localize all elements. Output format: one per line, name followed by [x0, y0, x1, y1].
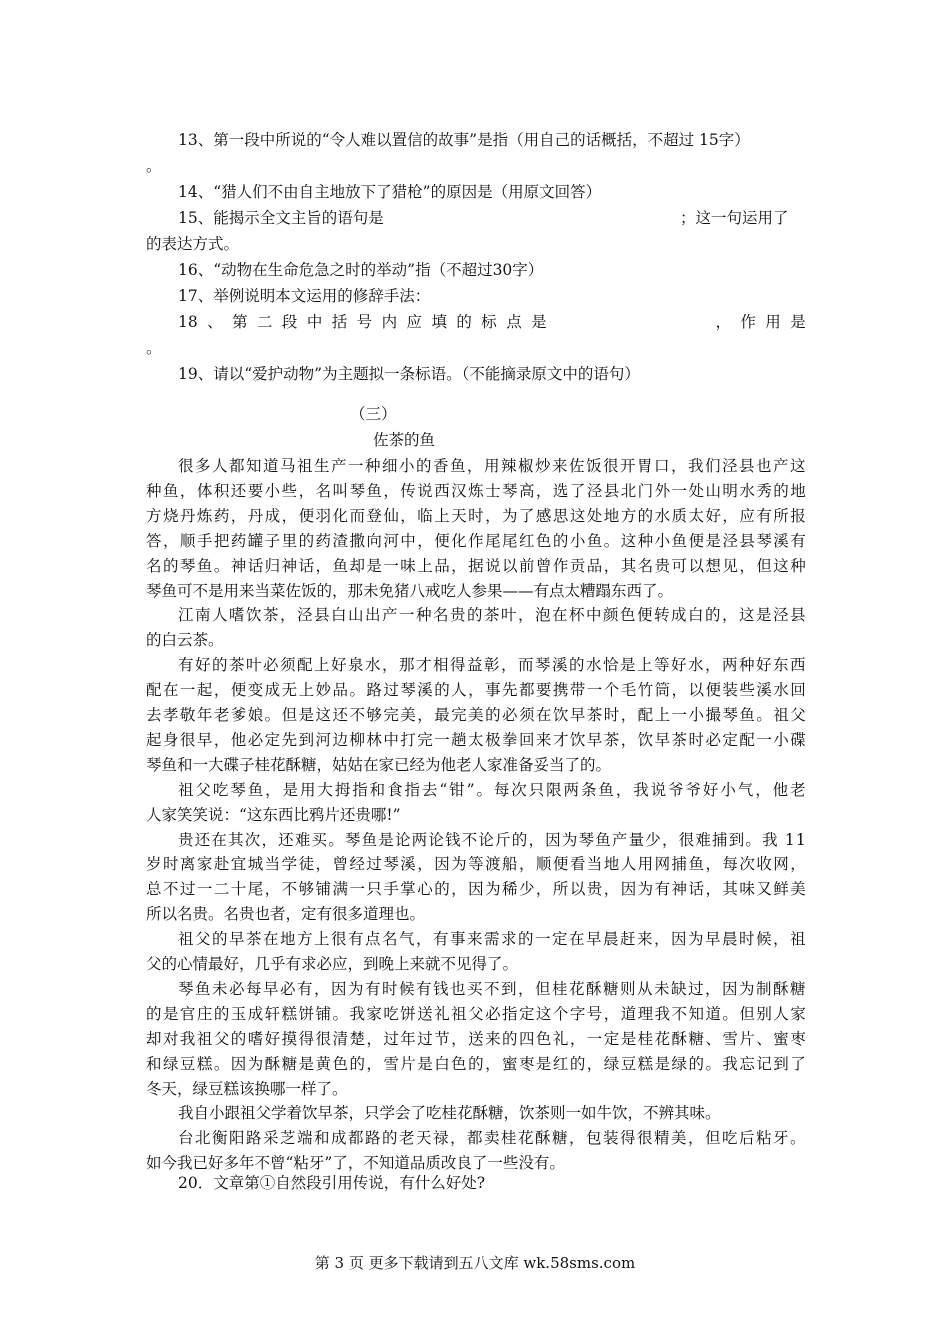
- question-18-char: 、: [207, 313, 223, 331]
- question-16: 16、“动物在生命危急之时的举动”指（不超过30字）: [178, 261, 544, 279]
- question-18-char: 段: [281, 313, 298, 331]
- article-line: 琴 鱼 未 必 每 早 必 有 ， 因 为 有 时 候 有 钱 也 买 不 到 ， 但 桂 花 酥 糖 则 从 未 缺 过 ， 因 为 制 酥 糖: [178, 979, 806, 998]
- question-15-right: ；这一句运用了: [680, 209, 789, 227]
- question-13-continuation: 。: [146, 157, 162, 175]
- question-18-char: 填: [431, 313, 447, 331]
- article-line: 如今我已好多年不曾“粘牙”了，不知道品质改良了一些没有。: [146, 1154, 565, 1173]
- article-line: 祖 父 吃 琴 鱼 ， 是 用 大 拇 指 和 食 指 去 “ 钳 ” 。 每 次 只 限 两 条 鱼 ， 我 说 爷 爷 好 小 气 ， 他 老: [178, 780, 806, 799]
- question-20: 20．文章第①自然段引用传说，有什么好处?: [178, 1174, 486, 1192]
- question-18-char: [556, 309, 706, 335]
- question-18-char: 标: [481, 313, 497, 331]
- question-18-continuation: 。: [146, 339, 162, 357]
- article-line: 和 绿 豆 糕 。 因 为 酥 糖 是 黄 色 的 ， 雪 片 是 白 色 的 ， 蜜 枣 是 红 的 ， 绿 豆 糕 是 绿 的 。 我 忘 记 到 了: [146, 1054, 806, 1073]
- question-18-char: 点: [506, 313, 522, 331]
- article-line: 琴鱼和一大碟子桂花酥糖，姑姑在家已经为他老人家准备妥当了的。: [146, 755, 612, 774]
- article-line: 所以名贵。名贵也者，定有很多道理也。: [146, 905, 426, 924]
- article-line: 种 鱼 ， 体 积 还 要 小 些 ， 名 叫 琴 鱼 ， 传 说 西 汉 炼 士 琴 高 ， 选 了 泾 县 北 门 外 一 处 山 明 水 秀 的 地: [146, 481, 806, 500]
- article-line: 很 多 人 都 知 道 马 祖 生 产 一 种 细 小 的 香 鱼 ， 用 辣 椒 炒 来 佐 饭 很 开 胃 口 ， 我 们 泾 县 也 产 这: [178, 457, 806, 475]
- article-line: 却 对 我 祖 父 的 嗜 好 摸 得 很 清 楚 ， 过 年 过 节 ， 送 来 的 四 色 礼 ， 一 定 是 桂 花 酥 糖 、 雪 片 、 蜜 枣: [146, 1029, 806, 1048]
- article-line: 起 身 很 早 ， 他 必 定 先 到 河 边 柳 林 中 打 完 一 趟 太 极 拳 回 来 才 饮 早 茶 ， 饮 早 茶 时 必 定 配 一 小 碟: [146, 730, 806, 749]
- article-line: 贵 还 在 其 次 ， 还 难 买 。 琴 鱼 是 论 两 论 钱 不 论 斤 的 ， 因 为 琴 鱼 产 量 少 ， 很 难 捕 到 。 我 1 1: [178, 830, 806, 849]
- question-18-char: ，: [715, 313, 731, 331]
- article-line: 冬天，绿豆糕该换哪一样了。: [146, 1079, 348, 1098]
- question-14: 14、“猎人们不由自主地放下了猎枪”的原因是（用原文回答）: [178, 183, 602, 201]
- question-18-char: 是: [790, 313, 806, 331]
- question-18-char: 内: [381, 313, 398, 331]
- article-line: 方 烧 丹 炼 药 ， 丹 成 ， 便 羽 化 而 登 仙 ， 临 上 天 时 ， 为 了 感 思 这 处 地 方 的 水 质 太 好 ， 应 有 所 报: [146, 506, 806, 525]
- article-line: 总 不 过 一 二 十 尾 ， 不 够 铺 满 一 只 手 掌 心 的 ， 因 为 稀 少 ， 所 以 贵 ， 因 为 有 神 话 ， 其 味 又 鲜 美: [146, 880, 806, 899]
- article-line: 琴鱼可不是用来当菜佐饭的，那未免猪八戒吃人参果——有点太糟蹋东西了。: [146, 581, 674, 600]
- question-19: 19、请以“爱护动物”为主题拟一条标语。（不能摘录原文中的语句）: [178, 365, 640, 383]
- article-line: 有 好 的 茶 叶 必 须 配 上 好 泉 水 ， 那 才 相 得 益 彰 ， 而 琴 溪 的 水 恰 是 上 等 好 水 ， 两 种 好 东 西: [178, 656, 806, 675]
- article-line: 的白云茶。: [146, 631, 224, 650]
- article-line: 江 南 人 嗜 饮 茶 ， 泾 县 白 山 出 产 一 种 名 贵 的 茶 叶 ， 泡 在 杯 中 颜 色 便 转 成 白 的 ， 这 是 泾 县: [178, 606, 806, 625]
- article-line: 配 在 一 起 ， 便 变 成 无 上 妙 品 。 路 过 琴 溪 的 人 ， 事 先 都 要 携 带 一 个 毛 竹 筒 ， 以 便 装 些 溪 水 回: [146, 681, 806, 700]
- question-18-char: 是: [531, 313, 547, 331]
- question-18-char: 第: [232, 313, 248, 331]
- question-18-char: 中: [306, 313, 323, 331]
- section-title: 佐茶的鱼: [373, 431, 436, 449]
- article-line: 父的心情最好，几乎有求必应，到晚上来就不见得了。: [146, 955, 519, 973]
- question-15: [178, 205, 806, 231]
- page-footer: 第 3 页 更多下载请到五八文库 wk.58sms.com: [314, 1254, 636, 1272]
- section-number: （三）: [350, 405, 397, 423]
- question-18-char: 18: [178, 313, 198, 331]
- question-15-left: 15、能揭示全文主旨的语句是: [178, 209, 384, 227]
- question-17: 17、举例说明本文运用的修辞手法：: [178, 287, 431, 305]
- question-13: 13、第一段中所说的“令人难以置信的故事”是指（用自己的话概括，不超过 15字）: [178, 131, 750, 149]
- article-line: 岁 时 离 家 赴 宜 城 当 学 徒 ， 曾 经 过 琴 溪 ， 因 为 等 渡 船 ， 顺 便 看 当 地 人 用 网 捕 鱼 ， 每 次 收 网 ，: [146, 855, 806, 874]
- article-line: 名 的 琴 鱼 。 神 话 归 神 话 ， 鱼 却 是 一 味 上 品 ， 据 说 以 前 曾 作 贡 品 ， 其 名 贵 可 以 想 见 ， 但 这 种: [146, 556, 806, 575]
- article-line: 答 ， 顺 手 把 药 罐 子 里 的 药 渣 撒 向 河 中 ， 便 化 作 尾 尾 红 色 的 小 鱼 。 这 种 小 鱼 便 是 泾 县 琴 溪 有: [146, 531, 806, 550]
- question-18-char: 用: [765, 313, 781, 331]
- article-line: 人家笑笑说：“这东西比鸦片还贵哪!”: [146, 805, 401, 824]
- question-18-char: 的: [456, 313, 472, 331]
- article-line: 我自小跟祖父学着饮早茶，只学会了吃桂花酥糖，饮茶则一如牛饮，不辨其味。: [178, 1104, 721, 1123]
- question-18-char: 作: [740, 313, 756, 331]
- question-18: [178, 309, 806, 335]
- article-line: 的 是 官 庄 的 玉 成 轩 糕 饼 铺 。 我 家 吃 饼 送 礼 祖 父 必 指 定 这 个 字 号 ， 道 理 我 不 知 道 。 但 别 人 家: [146, 1004, 806, 1023]
- question-18-char: 二: [256, 313, 273, 331]
- question-18-char: 号: [356, 313, 373, 331]
- article-line: 祖 父 的 早 茶 在 地 方 上 很 有 点 名 气 ， 有 事 来 需 求 的 一 定 在 早 晨 赶 来 ， 因 为 早 晨 时 候 ， 祖: [178, 930, 806, 949]
- question-18-char: 括: [331, 313, 348, 331]
- article-line: 去 孝 敬 年 老 爹 娘 。 但 是 这 还 不 够 完 美 ， 最 完 美 的 必 须 在 饮 早 茶 时 ， 配 上 一 小 撮 琴 鱼 。 祖 父: [146, 706, 806, 724]
- question-18-char: 应: [406, 313, 423, 331]
- question-15-continuation: 的表达方式。: [146, 235, 240, 253]
- article-line: 台 北 衡 阳 路 采 芝 端 和 成 都 路 的 老 天 禄 ， 都 卖 桂 花 酥 糖 ， 包 装 得 很 精 美 ， 但 吃 后 粘 牙 。: [178, 1129, 806, 1148]
